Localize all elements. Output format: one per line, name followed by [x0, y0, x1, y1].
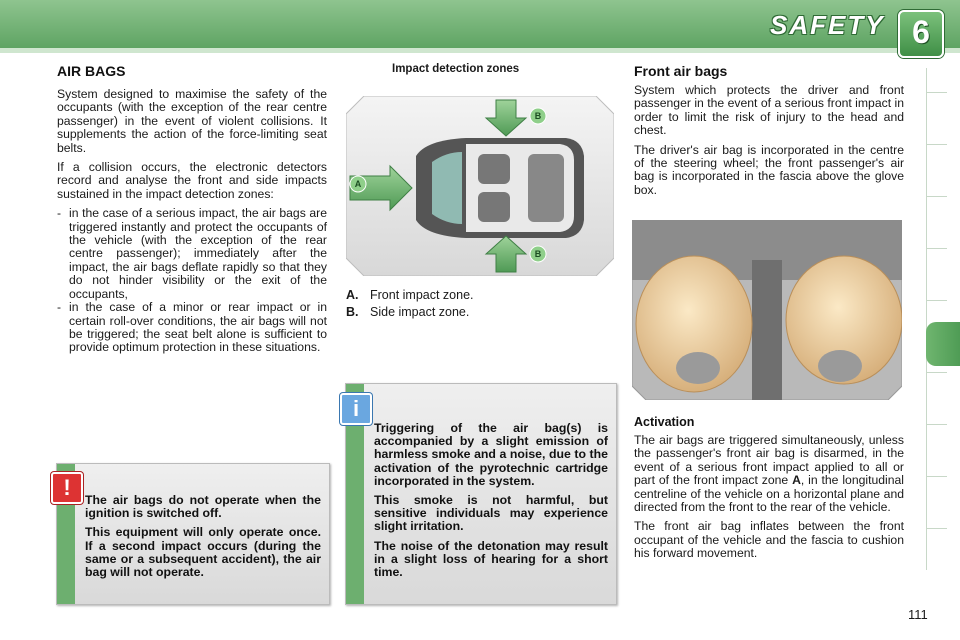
active-chapter-tab[interactable] [926, 322, 960, 366]
air-bags-text [57, 88, 327, 355]
windscreen [432, 152, 462, 224]
chapter-number: 6 [912, 14, 930, 50]
chapter-badge [898, 10, 944, 58]
warning-box-text [85, 494, 321, 585]
centre-console [752, 260, 782, 400]
warning-icon [51, 472, 83, 504]
tab-divider [927, 92, 947, 93]
activation-text [634, 434, 904, 567]
zone-reference: A [792, 473, 801, 488]
paragraph: This equipment will only operate once. If a second impact occurs (during the same or a subsequent accident), the air bag will not operate. [85, 525, 321, 580]
info-icon [340, 393, 372, 425]
paragraph: System designed to maximise the safety of the occupants (with the exception of the rear centre passenger) in the event of violent collisions. It supplements the action of the force-limiting seat belts. [57, 87, 327, 155]
zone-b-label: B [534, 249, 542, 259]
page-number: 111 [908, 607, 928, 622]
legend-key: A. [346, 288, 359, 302]
chapter-tabs [926, 68, 960, 570]
info-box [345, 383, 617, 605]
warning-icon-glyph: ! [63, 475, 71, 500]
legend-item [346, 287, 474, 304]
tab-divider [927, 476, 947, 477]
paragraph: The air bags do not operate when the ignition is switched off. [85, 493, 321, 521]
paragraph: The noise of the detonation may result in a slight loss of hearing for a short time. [374, 538, 608, 580]
paragraph: The front air bag inflates between the front occupant of the vehicle and the fascia to cushion his forward movement. [634, 519, 904, 561]
legend-text: Side impact zone. [370, 305, 470, 319]
legend-text: Front impact zone. [370, 288, 474, 302]
driver-seat [478, 154, 510, 184]
bullet-dash: - [57, 300, 62, 315]
legend-key: B. [346, 305, 359, 319]
paragraph: Triggering of the air bag(s) is accompanied by a slight emission of harmless smoke and a noise, due to the activation of the pyrotechnic cartridge incorporated in the system. [374, 421, 608, 488]
activation-heading: Activation [634, 415, 695, 429]
impact-zones-diagram [346, 96, 614, 276]
tab-divider [927, 196, 947, 197]
zone-a-label: A [354, 179, 362, 189]
figure-legend [346, 287, 474, 321]
bullet-item [57, 207, 327, 301]
paragraph: This smoke is not harmful, but sensitive individuals may experience slight irritation. [374, 493, 608, 534]
text-span: The air bags are triggered simultaneously, unless the passenger's front air bag is disarmed, in the event of a serious front impact applied to all or part of the front impact zone [634, 433, 904, 488]
tab-divider [927, 372, 947, 373]
section-heading-air-bags: AIR BAGS [57, 63, 126, 79]
tab-divider [927, 528, 947, 529]
info-icon-glyph: i [352, 396, 360, 421]
section-heading-front-air-bags: Front air bags [634, 63, 728, 79]
passenger-head [818, 350, 862, 382]
legend-item [346, 304, 474, 321]
paragraph: If a collision occurs, the electronic detectors record and analyse the front and side impacts sustained in the impact detection zones: [57, 160, 327, 201]
chapter-title: SAFETY [770, 10, 885, 40]
info-box-text [374, 422, 608, 585]
tab-divider [927, 300, 947, 301]
bullet-text: in the case of a minor or rear impact or in certain roll-over conditions, the air bags will not be triggered; the seat belt alone is sufficient to provide optimum protection in these situations. [69, 300, 327, 355]
paragraph [634, 434, 904, 514]
zone-b-label: B [534, 111, 542, 121]
front-airbags-illustration [632, 220, 902, 400]
paragraph: The driver's air bag is incorporated in the centre of the steering wheel; the front passenger's air bag is incorporated in the fascia above the glove box. [634, 142, 904, 197]
bullet-text: in the case of a serious impact, the air bags are triggered instantly and protect the occupants of the vehicle (with the exception of the rear centre passenger); immediately after the impact, the air bags deflate rapidly so that they do not hinder visibility or the exit of the occupants, [69, 206, 327, 301]
paragraph: System which protects the driver and front passenger in the event of a serious front impact in order to limit the risk of injury to the head and chest. [634, 83, 904, 138]
bullet-dash: - [57, 206, 62, 221]
figure-title: Impact detection zones [392, 63, 520, 75]
tab-divider [927, 248, 947, 249]
bullet-item [57, 301, 327, 355]
front-air-bags-text [634, 84, 904, 203]
header-band [0, 48, 960, 53]
text-span: , in the longitudinal centreline of the vehicle on a horizontal plane and directed from the front to the rear of the vehicle. [634, 473, 904, 515]
rear-seat [528, 154, 564, 222]
passenger-seat [478, 192, 510, 222]
tab-divider [927, 144, 947, 145]
tab-divider [927, 424, 947, 425]
driver-head [676, 352, 720, 384]
warning-box [56, 463, 330, 605]
